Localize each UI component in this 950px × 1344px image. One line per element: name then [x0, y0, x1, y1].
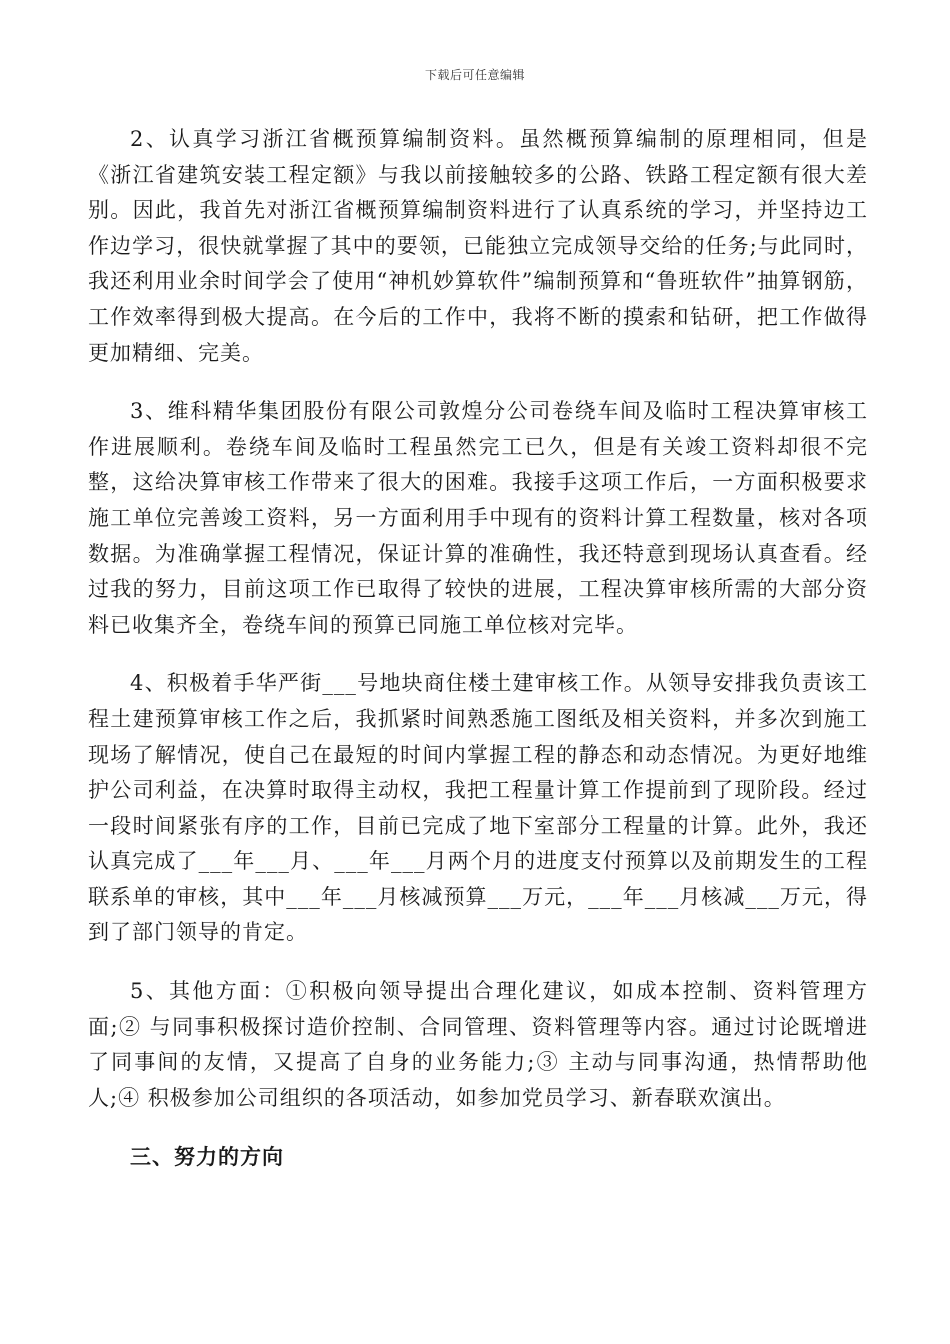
paragraph-item-5: 5、其他方面：①积极向领导提出合理化建议，如成本控制、资料管理方面;② 与同事积极探讨造价控制、合同管理、资料管理等内容。通过讨论既增进了同事间的友情，又提高了自身的业务能力;③ 主动与同事沟通，热情帮助他人;④ 积极参加公司组织的各项活动，如参加党员学习、新春联欢演出。	[88, 979, 868, 1110]
section-heading: 三、努力的方向	[130, 1144, 284, 1170]
paragraph-item-2: 2、认真学习浙江省概预算编制资料。虽然概预算编制的原理相同，但是《浙江省建筑安装工程定额》与我以前接触较多的公路、铁路工程定额有很大差别。因此，我首先对浙江省概预算编制资料进行了认真系统的学习，并坚持边工作边学习，很快就掌握了其中的要领，已能独立完成领导交给的任务;与此同时，我还利用业余时间学会了使用“神机妙算软件”编制预算和“鲁班软件”抽算钢筋，工作效率得到极大提高。在今后的工作中，我将不断的摸索和钻研，把工作做得更加精细、完美。	[88, 127, 868, 365]
document-body	[88, 122, 868, 1175]
page-header: 下载后可任意编辑	[424, 68, 525, 82]
paragraph-item-3: 3、维科精华集团股份有限公司敦煌分公司卷绕车间及临时工程决算审核工作进展顺利。卷绕车间及临时工程虽然完工已久，但是有关竣工资料却很不完整，这给决算审核工作带来了很大的困难。我接手这项工作后，一方面积极要求施工单位完善竣工资料，另一方面利用手中现有的资料计算工程数量，核对各项数据。为准确掌握工程情况，保证计算的准确性，我还特意到现场认真查看。经过我的努力，目前这项工作已取得了较快的进展，工程决算审核所需的大部分资料已收集齐全，卷绕车间的预算已同施工单位核对完毕。	[88, 399, 868, 637]
paragraph-item-4: 4、积极着手华严街___号地块商住楼土建审核工作。从领导安排我负责该工程土建预算审核工作之后，我抓紧时间熟悉施工图纸及相关资料，并多次到施工现场了解情况，使自己在最短的时间内掌握工程的静态和动态情况。为更好地维护公司利益，在决算时取得主动权，我把工程量计算工作提前到了现阶段。经过一段时间紧张有序的工作，目前已完成了地下室部分工程量的计算。此外，我还认真完成了___年___月、___年___月两个月的进度支付预算以及前期发生的工程联系单的审核，其中___年___月核减预算___万元，___年___月核减___万元，得到了部门领导的肯定。	[88, 671, 868, 945]
